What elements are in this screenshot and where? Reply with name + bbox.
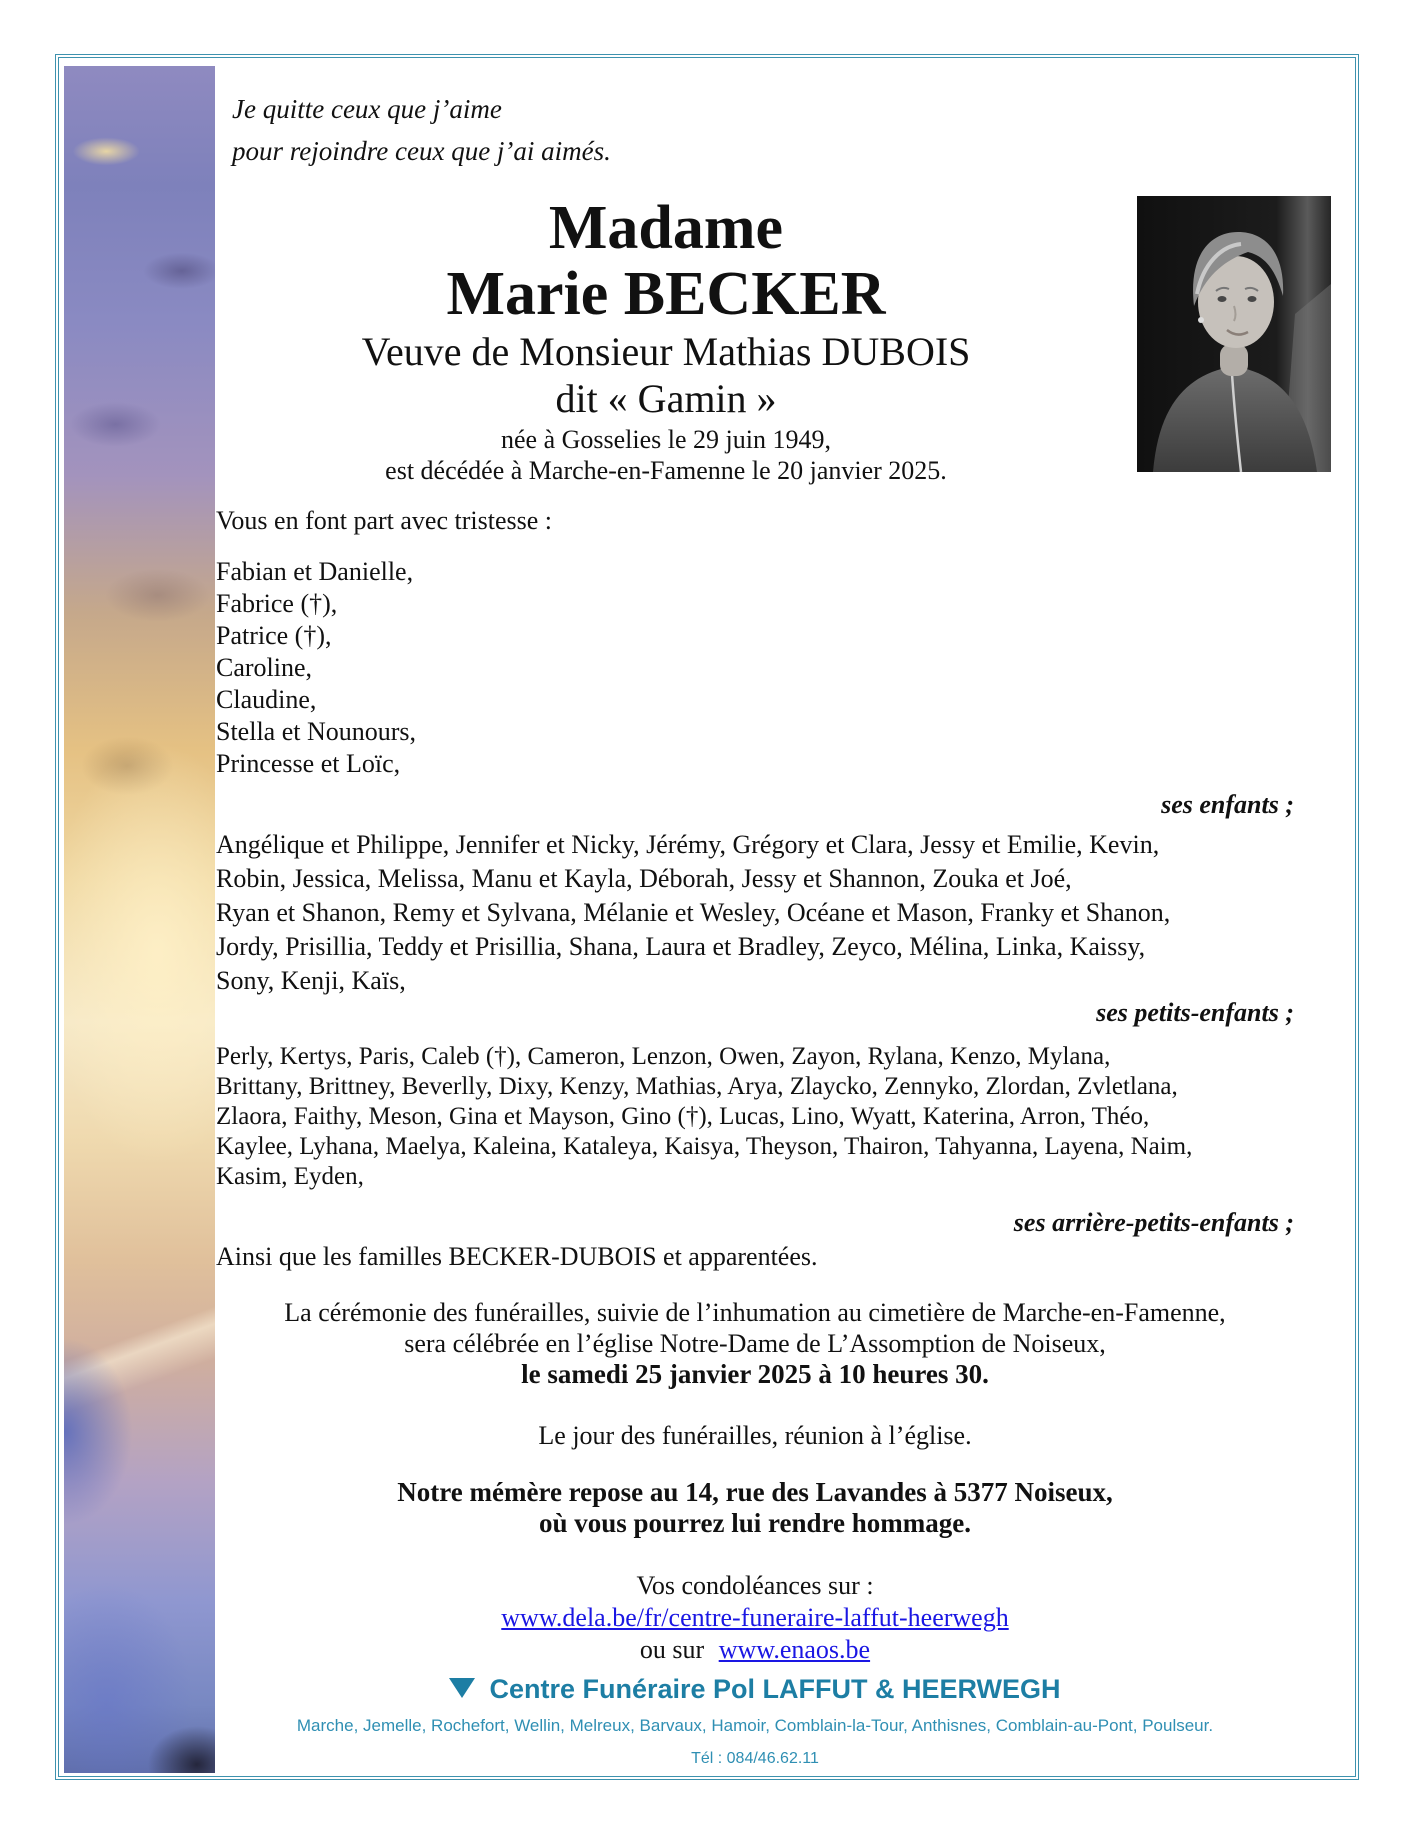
grandchildren-line: Robin, Jessica, Melissa, Manu et Kayla, Déborah, Jessy et Shannon, Zouka et Joé, [216,864,1072,893]
widow-line: Veuve de Monsieur Mathias DUBOIS [361,329,971,374]
dela-link[interactable]: www.dela.be/fr/centre-funeraire-laffut-heerwegh [501,1603,1009,1632]
children-relation-label: ses enfants ; [1161,790,1294,819]
great-grandchildren-paragraph [216,1042,1294,1192]
announcement-intro: Vous en font part avec tristesse : [216,506,552,535]
ceremony-line-1: La cérémonie des funérailles, suivie de l’inhumation au cimetière de Marche-en-Famenne, [284,1298,1226,1327]
epitaph [232,88,932,172]
child-line: Stella et Nounours, [216,717,417,746]
birth-line: née à Gosselies le 29 juin 1949, [501,425,831,454]
grandchildren-line: Ryan et Shanon, Remy et Sylvana, Mélanie et Wesley, Océane et Mason, Franky et Shanon, [216,898,1171,927]
great-grandchildren-line: Kaylee, Lyhana, Maelya, Kaleina, Kataleya, Kaisya, Theyson, Thairon, Tahyanna, Layena, Naim, [216,1133,1193,1160]
deceased-name: Marie BECKER [446,260,886,328]
families-line: Ainsi que les familles BECKER-DUBOIS et apparentées. [216,1242,818,1271]
funeral-home-logo [216,1674,1294,1705]
child-line: Princesse et Loïc, [216,749,401,778]
reunion-line: Le jour des funérailles, réunion à l’église. [538,1421,972,1450]
ceremony-date-line: le samedi 25 janvier 2025 à 10 heures 30. [521,1359,989,1389]
great-grandchildren-line: Kasim, Eyden, [216,1163,364,1190]
repose-line-1: Notre mémère repose au 14, rue des Lavandes à 5377 Noiseux, [397,1477,1113,1507]
child-line: Claudine, [216,685,317,714]
child-line: Fabrice (†), [216,589,338,618]
towns-line: Marche, Jemelle, Rochefort, Wellin, Melreux, Barvaux, Hamoir, Comblain-la-Tour, Anthisnes, Comblain-au-Pont, Poulseur. [296,1716,1214,1735]
condolences-primary [216,1602,1294,1633]
epitaph-line-2: pour rejoindre ceux que j’ai aimés. [232,136,611,166]
repose-line-2: où vous pourrez lui rendre hommage. [538,1508,971,1538]
phone-line: Tél : 084/46.62.11 [691,1750,819,1767]
great-grandchildren-line: Brittany, Brittney, Beverlly, Dixy, Kenzy, Mathias, Arya, Zlaycko, Zennyko, Zlordan, Zvletlana, [216,1073,1178,1100]
child-line: Patrice (†), [216,621,332,650]
alias-line: dit « Gamin » [555,376,777,421]
epitaph-line-1: Je quitte ceux que j’aime [232,94,502,124]
grandchildren-relation-label: ses petits-enfants ; [1096,998,1294,1027]
enaos-link[interactable]: www.enaos.be [718,1635,871,1664]
notice-content [216,0,1294,1833]
ceremony-line-2: sera célébrée en l’église Notre-Dame de L’Assomption de Noiseux, [404,1329,1106,1358]
grandchildren-line: Sony, Kenji, Kaïs, [216,966,406,995]
condolences-secondary [216,1634,1294,1665]
children-list [216,556,1294,780]
brand-triangle-icon [449,1678,475,1698]
title-salutation: Madame [548,194,784,262]
great-grandchildren-line: Perly, Kertys, Paris, Caleb (†), Cameron, Lenzon, Owen, Zayon, Rylana, Kenzo, Mylana, [216,1043,1111,1070]
grandchildren-paragraph [216,828,1294,998]
grandchildren-line: Angélique et Philippe, Jennifer et Nicky, Jérémy, Grégory et Clara, Jessy et Emilie, Kevin, [216,830,1160,859]
child-line: Caroline, [216,653,313,682]
enaos-prefix: ou sur [639,1635,705,1664]
great-grandchildren-line: Zlaora, Faithy, Meson, Gina et Mayson, Gino (†), Lucas, Lino, Wyatt, Katerina, Arron, Théo, [216,1103,1150,1130]
great-grandchildren-relation-label: ses arrière-petits-enfants ; [1013,1208,1294,1237]
child-line: Fabian et Danielle, [216,557,414,586]
death-line: est décédée à Marche-en-Famenne le 20 janvier 2025. [385,456,947,485]
winter-scene-image [64,66,215,1773]
grandchildren-line: Jordy, Prisillia, Teddy et Prisillia, Shana, Laura et Bradley, Zeyco, Mélina, Linka, Kaissy, [216,932,1146,961]
brand-name: Centre Funéraire Pol LAFFUT & HEERWEGH [489,1674,1061,1704]
condolences-intro: Vos condoléances sur : [636,1571,874,1600]
